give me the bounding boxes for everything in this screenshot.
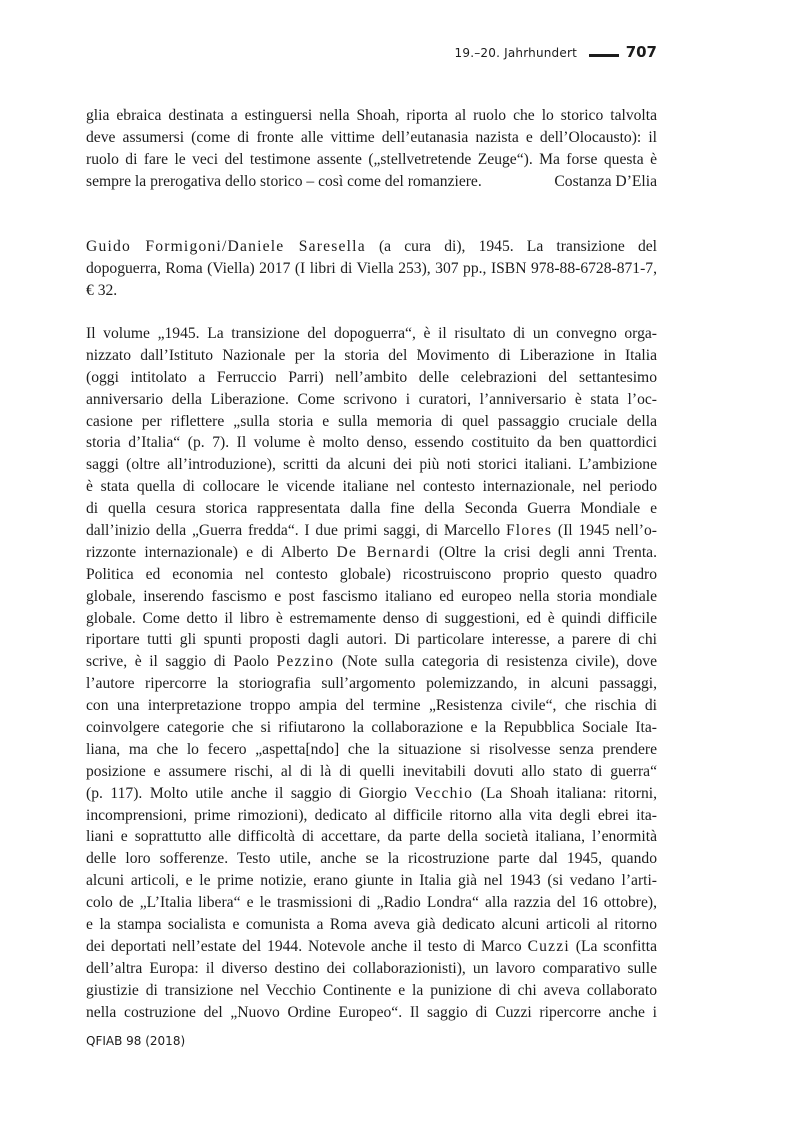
text-line: incomprensioni, prime rimozioni), dedicato al difficile ritorno alla vita degli ebrei ita- — [86, 806, 657, 824]
review-body — [86, 323, 657, 1024]
text-line: l’autore ripercorre la storiografia sull’argomento polemizzando, in alcuni passaggi, — [86, 675, 657, 693]
essay-author-name: De Bernardi — [336, 543, 431, 561]
running-header — [86, 42, 657, 66]
text-fragment: sempre la prerogativa dello storico – così come del romanziere. — [86, 172, 482, 190]
text-line: colo de „L’Italia libera“ e le trasmissioni di „Radio Londra“ alla razzia del 16 ottobre), — [86, 894, 657, 912]
text-line: è stata quella di collocare le vicende italiane nel contesto internazionale, nel periodo — [86, 478, 657, 496]
text-line: globale. Come detto il libro è estremamente denso di suggestioni, ed è quindi difficile — [86, 609, 657, 627]
text-line — [86, 542, 657, 564]
text-line: alcuni articoli, e le prime notizie, erano giunte in Italia già nel 1943 (si vedano l’arti- — [86, 872, 657, 890]
text-line: delle loro sofferenze. Testo utile, anche se la ricostruzione parte dal 1945, quando — [86, 850, 657, 868]
text-fragment: (p. 117). Molto utile anche il saggio di Giorgio — [86, 784, 415, 802]
text-line: riportare tutti gli spunti proposti dagli autori. Di particolare interesse, a parere di chi — [86, 631, 657, 649]
essay-author-name: Cuzzi — [527, 937, 570, 955]
text-line — [86, 651, 657, 673]
journal-footer: QFIAB 98 (2018) — [86, 1034, 186, 1048]
essay-author-name: Pezzino — [276, 653, 335, 671]
text-line: Il volume „1945. La transizione del dopoguerra“, è il risultato di un convegno orga- — [86, 325, 657, 342]
text-line: con una interpretazione troppo ampia del termine „Resistenza civile“, che rischia di — [86, 697, 657, 715]
text-line: deve assumersi (come di fronte alle vittime dell’eutanasia nazista e dell’Olocausto): il — [86, 128, 657, 146]
text-line: giustizie di transizione nel Vecchio Continente e la punizione di chi aveva collaborato — [86, 981, 657, 999]
text-line: ruolo di fare le veci del testimone assente („stellvetretende Zeuge“). Ma forse questa è — [86, 150, 657, 168]
text-line: liani e soprattutto alle difficoltà di accettare, da parte della società italiana, l’enormità — [86, 828, 657, 846]
text-fragment: (Il 1945 nell’o- — [552, 522, 657, 540]
text-line — [86, 236, 657, 258]
text-fragment: dei deportati nell’estate del 1944. Notevole anche il testo di Marco — [86, 937, 528, 955]
text-line: di quella cesura storica rappresentata dalla fine della Seconda Guerra Mondiale e — [86, 500, 657, 518]
text-line — [86, 783, 657, 805]
previous-review-ending — [86, 105, 657, 193]
running-header-section: 19.–20. Jahrhundert — [454, 46, 577, 60]
text-fragment: dall’inizio della „Guerra fredda“. I due primi saggi, di Marcello — [86, 522, 506, 540]
text-line: globale, inserendo fascismo e post fascismo italiano ed europeo nella storia mondiale — [86, 587, 657, 605]
text-line: saggi (oltre all’introduzione), scritti da alcuni dei più noti storici italiani. L’ambizione — [86, 456, 657, 474]
text-fragment: (Note sulla categoria di resistenza civile), dove — [334, 653, 657, 671]
text-line: storia d’Italia“ (p. 7). Il volume è molto denso, essendo costituito da ben quattordici — [86, 434, 657, 452]
text-line: dopoguerra, Roma (Viella) 2017 (I libri di Viella 253), 307 pp., ISBN 978-88-6728-871-7, — [86, 259, 657, 277]
reviewer-name: Costanza D’Elia — [554, 172, 657, 190]
text-line: nella costruzione del „Nuovo Ordine Europeo“. Il saggio di Cuzzi ripercorre anche i — [86, 1003, 657, 1021]
text-line: anniversario della Liberazione. Come scrivono i curatori, l’anniversario è stata l’oc- — [86, 390, 657, 408]
text-line: e la stampa socialista e comunista a Roma aveva già dedicato alcuni articoli al ritorno — [86, 916, 657, 934]
text-line: glia ebraica destinata a estinguersi nella Shoah, riporta al ruolo che lo storico talvolta — [86, 107, 657, 124]
text-line: (oggi intitolato a Ferruccio Parri) nell’ambito delle celebrazioni del settantesimo — [86, 368, 657, 386]
text-fragment: (La sconfitta — [569, 937, 657, 955]
text-fragment: (a cura di), 1945. La transizione del — [365, 238, 657, 255]
text-line: Politica ed economia nel contesto globale) ricostruiscono proprio questo quadro — [86, 565, 657, 583]
text-line: coinvolgere categorie che si rifiutarono la collaborazione e la Repubblica Sociale Ita- — [86, 719, 657, 737]
text-fragment: (Oltre la crisi degli anni Trenta. — [430, 543, 657, 561]
essay-author-name: Vecchio — [414, 784, 474, 802]
text-line — [86, 171, 657, 193]
text-line: liana, ma che lo fecero „aspetta[ndo] che la situazione si risolvesse senza prendere — [86, 740, 657, 758]
page-number: 707 — [625, 43, 657, 61]
book-authors: Guido Formigoni/Daniele Saresella — [86, 238, 366, 255]
bibliographic-entry — [86, 236, 657, 302]
text-line: posizione e assumere rischi, al di là di quelli inevitabili dovuti allo stato di guerra“ — [86, 762, 657, 780]
text-fragment: scrive, è il saggio di Paolo — [86, 653, 277, 671]
text-line: dell’altra Europa: il diverso destino dei collaborazionisti), un lavoro comparativo sulle — [86, 959, 657, 977]
text-line — [86, 936, 657, 958]
text-line: nizzato dall’Istituto Nazionale per la storia del Movimento di Liberazione in Italia — [86, 346, 657, 364]
text-fragment: (La Shoah italiana: ritorni, — [473, 784, 657, 802]
text-fragment: rizzonte internazionale) e di Alberto — [86, 543, 337, 561]
header-rule — [589, 54, 619, 57]
text-line: casione per riflettere „sulla storia e sulla memoria di quel passaggio cruciale della — [86, 412, 657, 430]
essay-author-name: Flores — [505, 522, 553, 540]
text-line — [86, 520, 657, 542]
text-line: € 32. — [86, 281, 118, 299]
